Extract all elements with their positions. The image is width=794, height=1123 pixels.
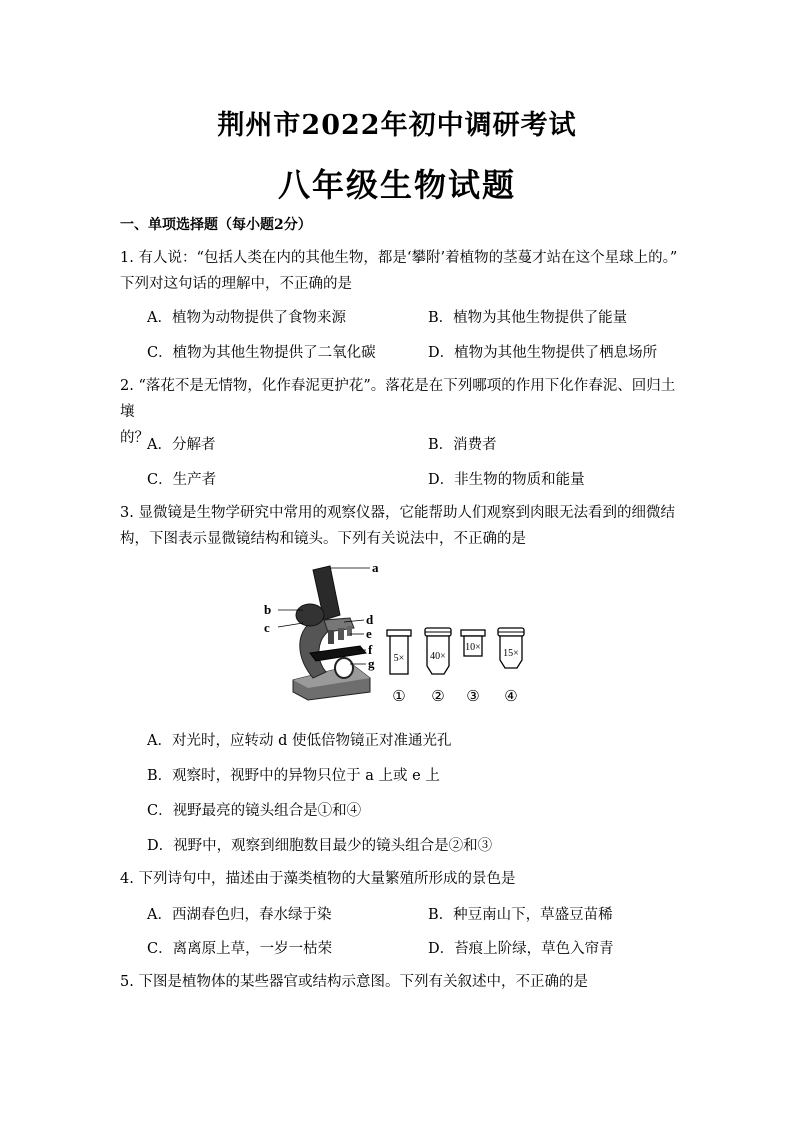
question-3-stem-line1: 3. 显微镜是生物学研究中常用的观察仪器，它能帮助人们观察到肉眼无法看到的细微结 xyxy=(120,505,675,521)
lens-3-number: ③ xyxy=(466,687,480,705)
question-3-stem-line2: 构，下图表示显微镜结构和镜头。下列有关说法中，不正确的是 xyxy=(120,531,526,547)
objective-lens-shape xyxy=(328,630,334,644)
label-c: c xyxy=(264,620,270,635)
section-heading: 一、单项选择题（每小题2分） xyxy=(120,217,312,233)
question-1-option-d: D．植物为其他生物提供了栖息场所 xyxy=(428,345,658,361)
label-a: a xyxy=(372,560,379,575)
lens-3 xyxy=(461,630,485,705)
question-1-stem-line1: 1. 有人说：“包括人类在内的其他生物，都是‘攀附’着植物的茎蔓才站在这个星球上的。” xyxy=(120,250,678,266)
question-3-option-a: A．对光时，应转动 d 使低倍物镜正对准通光孔 xyxy=(147,733,452,749)
question-2-option-a: A．分解者 xyxy=(147,437,216,453)
objective-lens-shape xyxy=(338,628,344,640)
objective-lens-shape xyxy=(347,626,352,636)
microscope-figure xyxy=(258,560,548,710)
question-1-stem xyxy=(120,245,680,297)
question-4-option-a: A．西湖春色归，春水绿于染 xyxy=(147,907,332,923)
question-2-option-d: D．非生物的物质和能量 xyxy=(428,472,585,488)
microscope-mirror-shape xyxy=(335,658,353,678)
lens-1-magnification: 5× xyxy=(393,653,405,664)
exam-subtitle: 八年级生物试题 xyxy=(277,166,516,204)
label-g: g xyxy=(368,656,375,671)
question-3-option-d: D．视野中，观察到细胞数目最少的镜头组合是②和③ xyxy=(147,838,493,854)
lens-1 xyxy=(387,630,411,705)
lens-2 xyxy=(425,628,451,705)
question-2-stem-line2: 的？ xyxy=(120,430,149,446)
lens-1-rim xyxy=(387,630,411,636)
question-2-option-b: B．消费者 xyxy=(428,437,497,453)
question-1-stem-line2: 下列对这句话的理解中，不正确的是 xyxy=(120,276,352,292)
lens-4-number: ④ xyxy=(504,687,518,705)
lens-4 xyxy=(498,628,524,705)
label-e: e xyxy=(366,626,372,641)
lens-4-magnification: 15× xyxy=(503,648,519,659)
leader-line-c xyxy=(278,623,303,627)
exam-title: 荆州市2022年初中调研考试 xyxy=(217,110,577,141)
question-4-option-d: D．苔痕上阶绿，草色入帘青 xyxy=(428,941,614,957)
question-3-option-b: B．观察时，视野中的异物只位于 a 上或 e 上 xyxy=(147,768,440,784)
label-d: d xyxy=(366,612,374,627)
lens-2-magnification: 40× xyxy=(430,651,446,662)
label-b: b xyxy=(264,602,272,617)
question-2-option-c: C．生产者 xyxy=(147,472,217,488)
lens-3-rim xyxy=(461,630,485,636)
coarse-focus-knob-shape xyxy=(296,604,324,626)
question-3-stem xyxy=(120,500,680,552)
lens-1-number: ① xyxy=(392,687,406,705)
lens-2-number: ② xyxy=(431,687,445,705)
lens-3-magnification: 10× xyxy=(465,642,481,653)
question-4-option-c: C．离离原上草，一岁一枯荣 xyxy=(147,941,333,957)
question-1-option-c: C．植物为其他生物提供了二氧化碳 xyxy=(147,345,376,361)
question-5-stem: 5. 下图是植物体的某些器官或结构示意图。下列有关叙述中，不正确的是 xyxy=(120,974,588,990)
question-1-option-b: B．植物为其他生物提供了能量 xyxy=(428,310,628,326)
question-2-stem-line1: 2. “落花不是无情物，化作春泥更护花”。落花是在下列哪项的作用下化作春泥、回归土壤 xyxy=(120,378,676,420)
question-4-option-b: B．种豆南山下，草盛豆苗稀 xyxy=(428,907,613,923)
question-3-option-c: C．视野最亮的镜头组合是①和④ xyxy=(147,803,362,819)
label-f: f xyxy=(368,642,373,657)
question-4-stem: 4. 下列诗句中，描述由于藻类植物的大量繁殖所形成的景色是 xyxy=(120,871,516,887)
question-1-option-a: A．植物为动物提供了食物来源 xyxy=(147,310,346,326)
